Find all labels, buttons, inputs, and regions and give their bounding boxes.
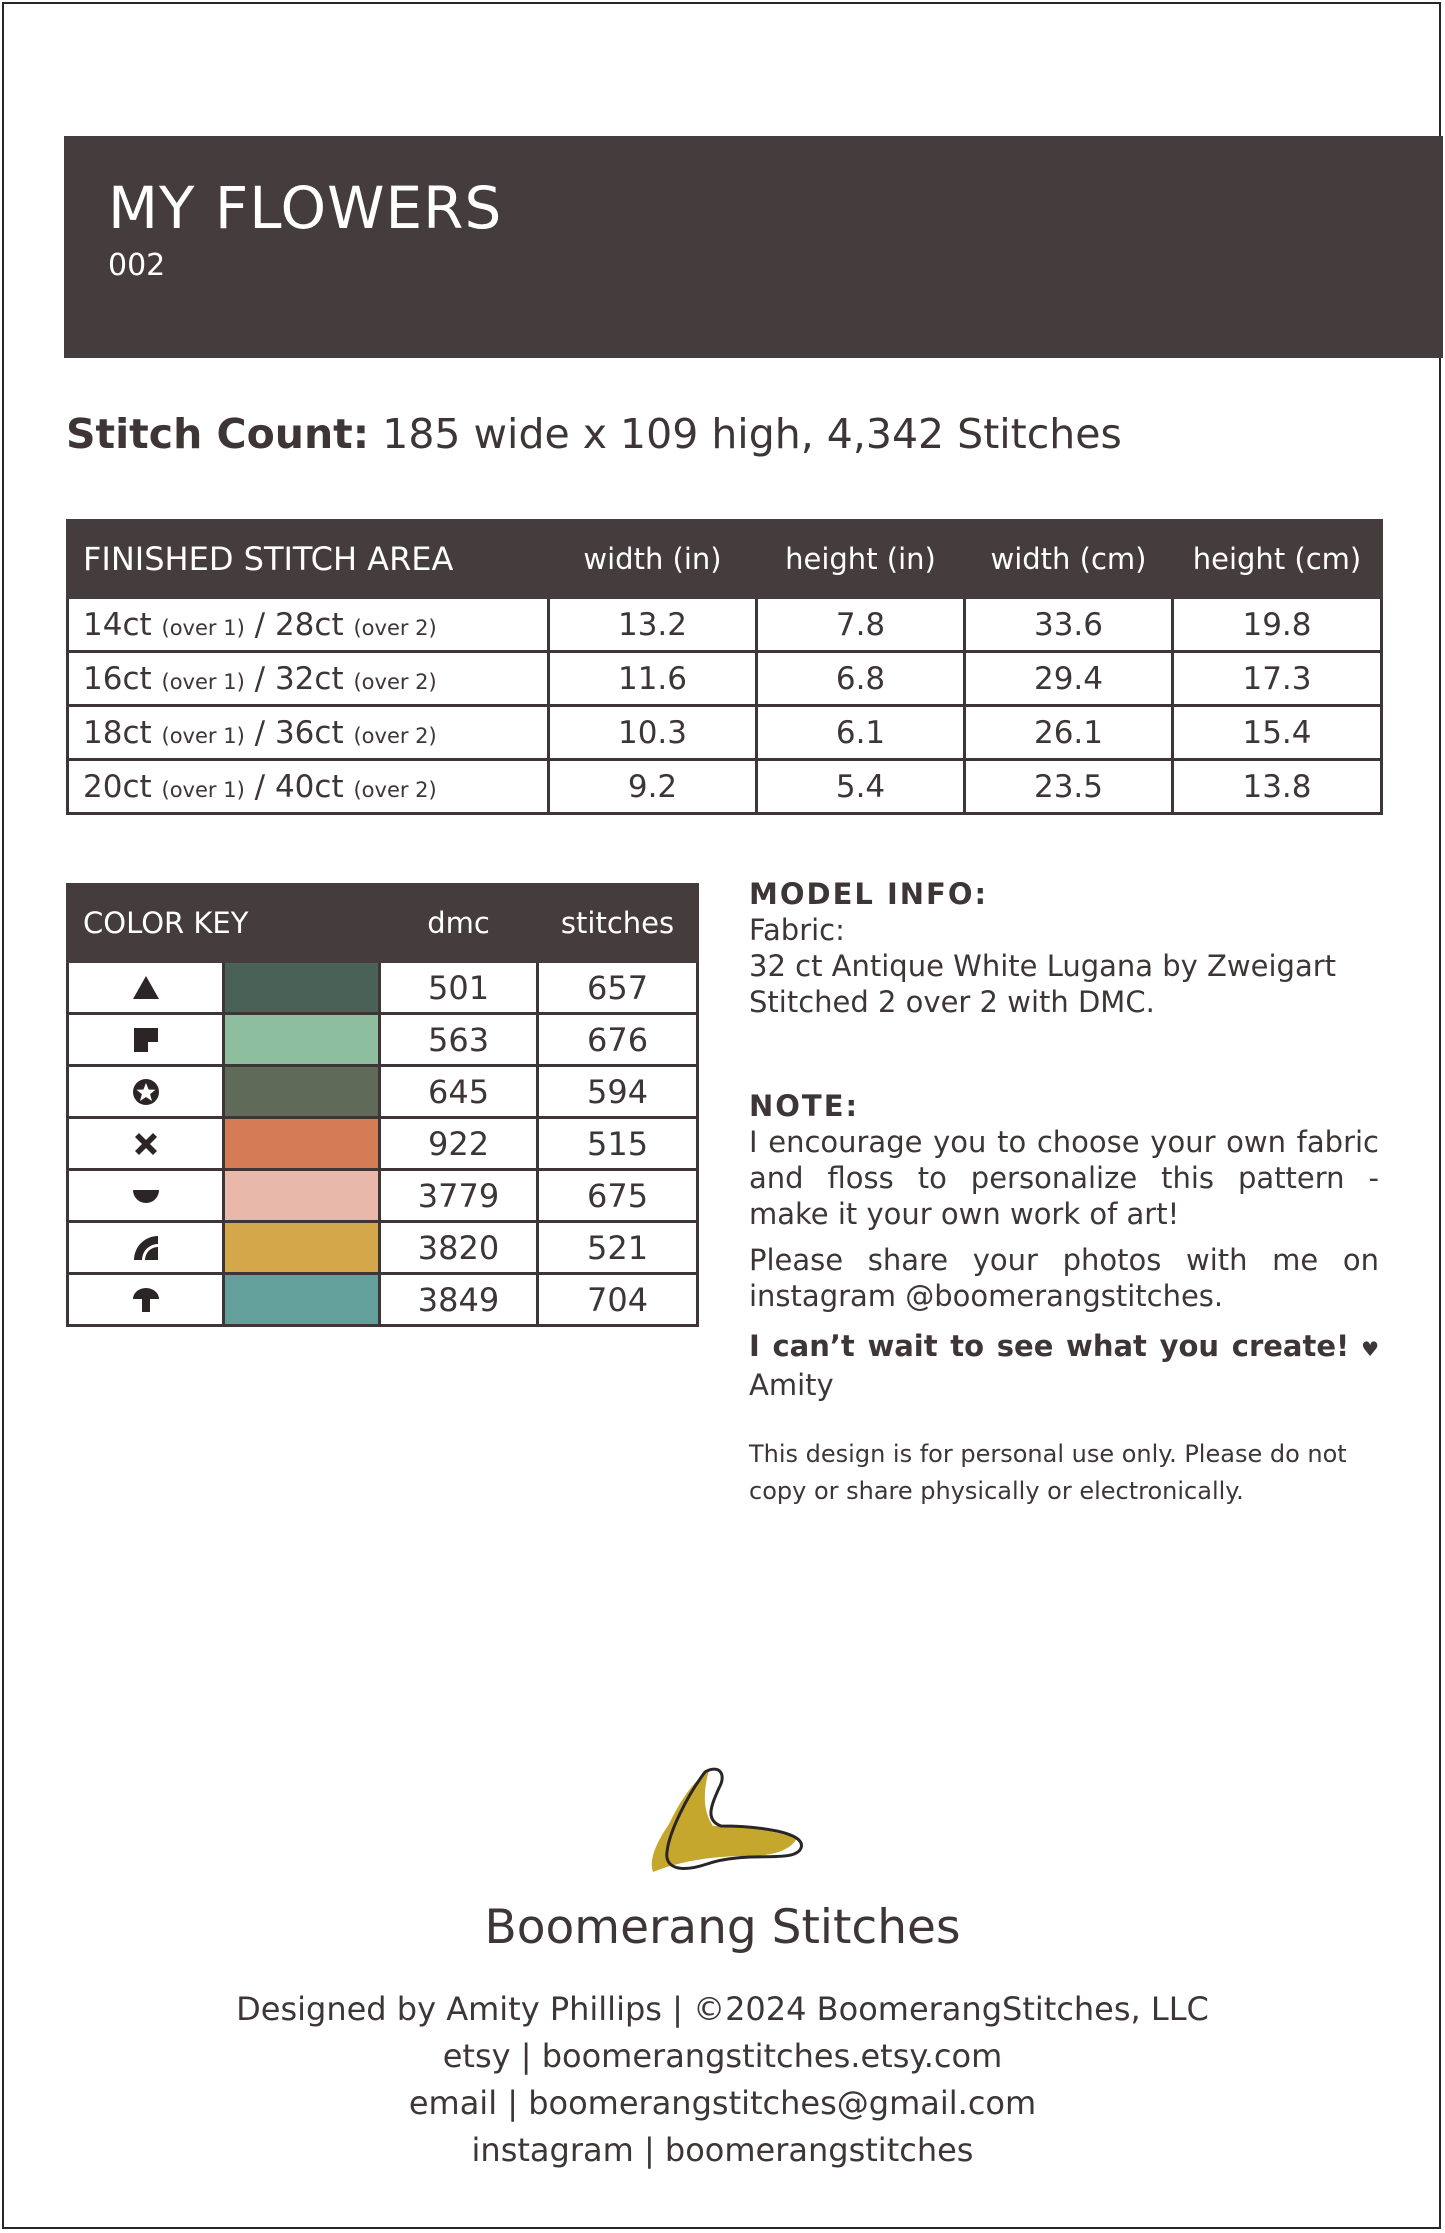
footer-credit: Designed by Amity Phillips | ©2024 BoomerangStitches, LLC <box>236 1990 1209 2028</box>
note-heading: NOTE: <box>749 1089 860 1123</box>
fabric-value: 32 ct Antique White Lugana by Zweigart <box>749 949 1337 983</box>
color-swatch-cell <box>224 1066 380 1118</box>
color-swatch <box>225 1015 378 1064</box>
count-note: (over 2) <box>353 723 437 748</box>
color-swatch <box>225 1119 378 1168</box>
width-cm-cell: 33.6 <box>965 598 1173 652</box>
cross-icon <box>130 1128 162 1160</box>
fabric-count-cell <box>68 706 549 760</box>
stitches-cell: 657 <box>538 962 698 1014</box>
color-swatch <box>225 1275 378 1324</box>
symbol-cell <box>68 1066 224 1118</box>
width-cm-cell: 26.1 <box>965 706 1173 760</box>
stitch-count-label: Stitch Count: <box>66 410 370 458</box>
footer-email-link[interactable]: email | boomerangstitches@gmail.com <box>408 2084 1037 2122</box>
footer <box>0 1986 1445 2174</box>
dmc-cell: 3820 <box>380 1222 538 1274</box>
symbol-cell <box>68 1222 224 1274</box>
count-note: (over 2) <box>353 669 437 694</box>
count-note: (over 2) <box>353 615 437 640</box>
column-header: stitches <box>538 885 698 962</box>
color-swatch-cell <box>224 1118 380 1170</box>
corner-block-icon <box>130 1024 162 1056</box>
pattern-title: MY FLOWERS <box>108 174 503 242</box>
separator: / <box>254 768 266 805</box>
table-row <box>68 760 1382 814</box>
heart-icon: ♥ <box>1361 1337 1380 1361</box>
color-swatch-cell <box>224 1274 380 1326</box>
width-in-cell: 10.3 <box>549 706 757 760</box>
stitch-count-value: 185 wide x 109 high, 4,342 Stitches <box>382 410 1122 458</box>
count-over-2: 36ct <box>274 714 344 751</box>
stitches-cell: 675 <box>538 1170 698 1222</box>
column-header: height (in) <box>757 521 965 598</box>
width-in-cell: 11.6 <box>549 652 757 706</box>
table-header-row <box>68 521 1382 598</box>
stitches-cell: 515 <box>538 1118 698 1170</box>
separator: / <box>254 660 266 697</box>
count-over-1: 16ct <box>83 660 152 697</box>
note-closing-bold: I can’t wait to see what you create! <box>749 1329 1350 1363</box>
boomerang-logo-icon <box>647 1766 807 1888</box>
color-swatch <box>225 1067 378 1116</box>
symbol-cell <box>68 1014 224 1066</box>
stitches-cell: 676 <box>538 1014 698 1066</box>
count-over-1: 14ct <box>83 606 152 643</box>
star-circle-icon <box>130 1076 162 1108</box>
width-in-cell: 13.2 <box>549 598 757 652</box>
color-key-table <box>66 883 699 1327</box>
symbol-cell <box>68 1170 224 1222</box>
height-cm-cell: 15.4 <box>1173 706 1382 760</box>
color-swatch <box>225 1171 378 1220</box>
fabric-count-cell <box>68 652 549 706</box>
title-banner <box>64 136 1443 358</box>
dmc-cell: 3849 <box>380 1274 538 1326</box>
dmc-cell: 645 <box>380 1066 538 1118</box>
count-over-1: 20ct <box>83 768 152 805</box>
height-in-cell: 7.8 <box>757 598 965 652</box>
color-key-row <box>68 1066 698 1118</box>
quarter-arc-icon <box>130 1232 162 1264</box>
column-header: COLOR KEY <box>68 885 380 962</box>
fabric-count-cell <box>68 760 549 814</box>
color-key-row <box>68 1274 698 1326</box>
footer-instagram-link[interactable]: instagram | boomerangstitches <box>471 2131 974 2169</box>
color-key-row <box>68 1170 698 1222</box>
mushroom-icon <box>130 1284 162 1316</box>
table-row <box>68 652 1382 706</box>
height-in-cell: 6.8 <box>757 652 965 706</box>
count-note: (over 1) <box>161 615 245 640</box>
note-paragraph: I encourage you to choose your own fabric and floss to personalize this pattern - make it your own work of art! <box>749 1125 1379 1231</box>
count-note: (over 1) <box>161 777 245 802</box>
brand-name: Boomerang Stitches <box>484 1900 961 1955</box>
color-swatch-cell <box>224 1014 380 1066</box>
dmc-cell: 563 <box>380 1014 538 1066</box>
count-note: (over 1) <box>161 669 245 694</box>
color-swatch-cell <box>224 1170 380 1222</box>
column-header: FINISHED STITCH AREA <box>68 521 549 598</box>
color-swatch <box>225 1223 378 1272</box>
footer-etsy-link[interactable]: etsy | boomerangstitches.etsy.com <box>442 2037 1003 2075</box>
column-header: height (cm) <box>1173 521 1382 598</box>
note <box>749 1088 1379 1403</box>
symbol-cell <box>68 1118 224 1170</box>
model-info <box>749 876 1379 1020</box>
dmc-cell: 501 <box>380 962 538 1014</box>
table-row <box>68 706 1382 760</box>
count-over-2: 32ct <box>274 660 344 697</box>
column-header: width (in) <box>549 521 757 598</box>
stitched-value: Stitched 2 over 2 with DMC. <box>749 985 1155 1019</box>
symbol-cell <box>68 1274 224 1326</box>
signature: Amity <box>749 1368 834 1402</box>
color-key-row <box>68 962 698 1014</box>
color-swatch <box>225 963 378 1012</box>
color-key-row <box>68 1014 698 1066</box>
width-cm-cell: 23.5 <box>965 760 1173 814</box>
count-note: (over 1) <box>161 723 245 748</box>
note-paragraph: Please share your photos with me on instagram @boomerangstitches. <box>749 1243 1379 1313</box>
height-cm-cell: 13.8 <box>1173 760 1382 814</box>
column-header: dmc <box>380 885 538 962</box>
column-header: width (cm) <box>965 521 1173 598</box>
triangle-icon <box>130 972 162 1004</box>
width-cm-cell: 29.4 <box>965 652 1173 706</box>
model-info-heading: MODEL INFO: <box>749 877 989 911</box>
stitches-cell: 594 <box>538 1066 698 1118</box>
fabric-label: Fabric: <box>749 913 845 947</box>
half-circle-icon <box>130 1180 162 1212</box>
height-in-cell: 6.1 <box>757 706 965 760</box>
height-cm-cell: 17.3 <box>1173 652 1382 706</box>
disclaimer: This design is for personal use only. Please do not copy or share physically or electronically. <box>749 1440 1347 1505</box>
stitch-count <box>66 410 1122 458</box>
width-in-cell: 9.2 <box>549 760 757 814</box>
stitches-cell: 704 <box>538 1274 698 1326</box>
color-key-row <box>68 1118 698 1170</box>
count-over-1: 18ct <box>83 714 152 751</box>
table-row <box>68 598 1382 652</box>
height-cm-cell: 19.8 <box>1173 598 1382 652</box>
count-over-2: 28ct <box>274 606 344 643</box>
stitches-cell: 521 <box>538 1222 698 1274</box>
dmc-cell: 3779 <box>380 1170 538 1222</box>
height-in-cell: 5.4 <box>757 760 965 814</box>
dmc-cell: 922 <box>380 1118 538 1170</box>
finished-stitch-area-table <box>66 519 1383 815</box>
separator: / <box>254 606 266 643</box>
symbol-cell <box>68 962 224 1014</box>
note-closing <box>749 1328 1379 1403</box>
separator: / <box>254 714 266 751</box>
count-over-2: 40ct <box>274 768 344 805</box>
color-swatch-cell <box>224 962 380 1014</box>
count-note: (over 2) <box>353 777 437 802</box>
table-header-row <box>68 885 698 962</box>
color-key-row <box>68 1222 698 1274</box>
color-swatch-cell <box>224 1222 380 1274</box>
fabric-count-cell <box>68 598 549 652</box>
pattern-number: 002 <box>108 248 166 283</box>
